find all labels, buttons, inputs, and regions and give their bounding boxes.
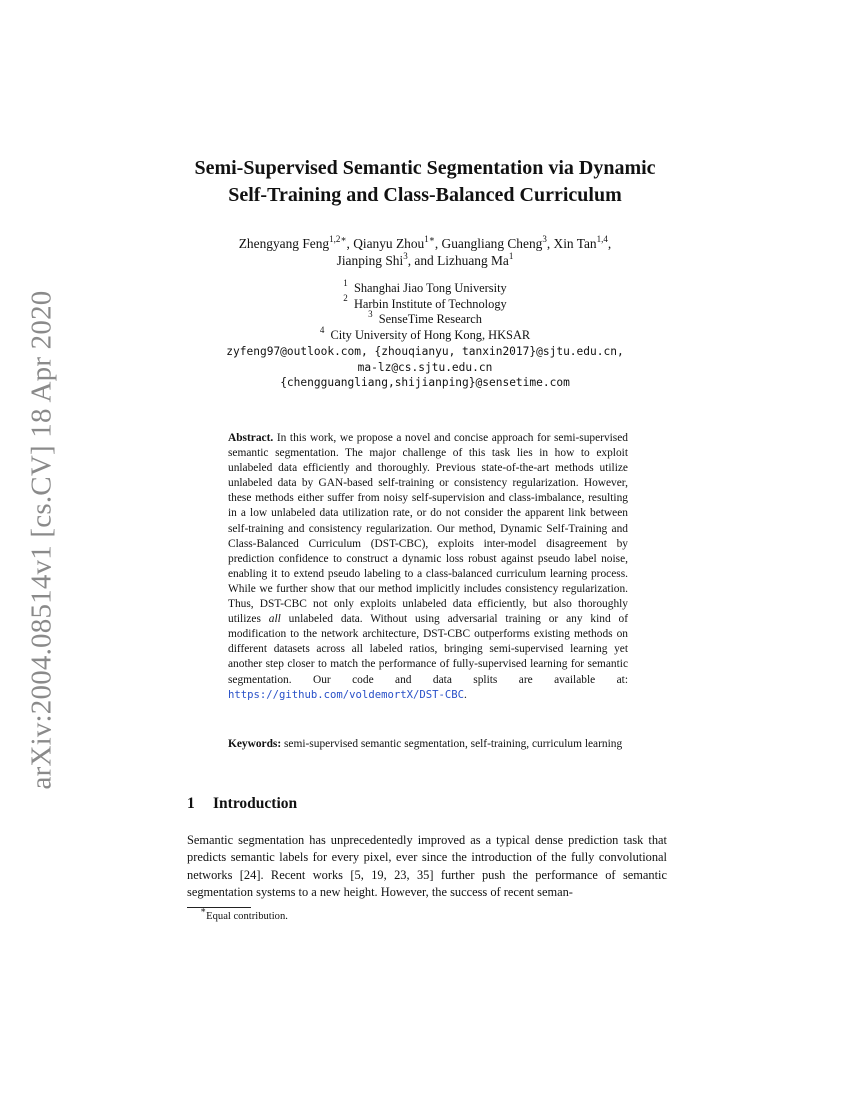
keywords	[228, 737, 628, 752]
introduction-paragraph: Semantic segmentation has unprecedentedly improved as a typical dense prediction task that predicts semantic labels for every pixel, ever since the introduction of the fully convolutional networks [24]. Recent works [5, 19, 23, 35] further push the performance of semantic segmentation systems to a new height. However, the success of recent seman-	[187, 833, 667, 899]
title-line-2: Self-Training and Class-Balanced Curriculum	[228, 184, 622, 206]
affiliation-number: 3	[368, 309, 373, 320]
author-name: , and Lizhuang Ma	[407, 253, 509, 268]
abstract	[228, 431, 628, 703]
author-name: , Xin Tan	[546, 236, 597, 251]
abstract-end: .	[464, 688, 467, 701]
affiliation-name: SenseTime Research	[378, 312, 482, 327]
section-number: 1	[187, 795, 195, 812]
author-name: Zhengyang Feng	[238, 236, 330, 251]
author-name: , Qianyu Zhou	[346, 236, 425, 251]
abstract-text-continued: unlabeled data. Without using adversarial training or any kind of modification to the network architecture, DST-CBC outperforms existing methods on different datasets across all labeled ratios, bringing semi-supervised learning yet another step closer to match the performance of fully-supervised learning for semantic segmentation. Our code and data splits are available at:	[228, 613, 629, 686]
author-emails	[150, 344, 700, 391]
affiliation-name: Shanghai Jiao Tong University	[353, 281, 507, 295]
abstract-label: Abstract.	[228, 432, 274, 444]
author-list	[150, 235, 700, 269]
keywords-text: semi-supervised semantic segmentation, self-training, curriculum learning	[281, 738, 623, 750]
section-heading-introduction	[187, 795, 297, 813]
author-name: Jianping Shi	[336, 253, 404, 268]
affiliation-number: 2	[343, 293, 348, 304]
section-title: Introduction	[213, 795, 298, 812]
author-affiliation-mark: 3	[542, 233, 547, 244]
footnote-text: Equal contribution.	[206, 911, 288, 922]
arxiv-identifier-stamp: arXiv:2004.08514v1 [cs.CV] 18 Apr 2020	[25, 290, 58, 790]
affiliation-item	[150, 309, 700, 328]
email-line-1: zyfeng97@outlook.com, {zhouqianyu, tanxin2017}@sjtu.edu.cn,	[226, 345, 624, 358]
paper-title	[150, 155, 700, 209]
affiliation-list	[150, 277, 700, 343]
affiliation-name: City University of Hong Kong, HKSAR	[330, 327, 531, 342]
affiliation-item	[150, 293, 700, 313]
footnote-divider	[187, 907, 251, 908]
affiliation-number: 1	[343, 277, 348, 288]
affiliation-item	[150, 324, 700, 344]
footnote-mark: ∗	[200, 905, 207, 916]
author-affiliation-mark: 1,2∗	[329, 233, 347, 244]
code-repository-link[interactable]: https://github.com/voldemortX/DST-CBC	[228, 688, 464, 701]
author-separator: ,	[607, 236, 612, 251]
author-line-2	[150, 252, 700, 269]
author-affiliation-mark: 1,4	[596, 233, 608, 244]
email-line-3: {chengguangliang,shijianping}@sensetime.com	[280, 376, 570, 390]
author-line-1	[150, 235, 700, 252]
affiliation-number: 4	[319, 324, 325, 335]
affiliation-item	[150, 277, 700, 297]
email-line-2: ma-lz@cs.sjtu.edu.cn	[357, 360, 493, 374]
title-line-1: Semi-Supervised Semantic Segmentation via Dynamic	[194, 157, 656, 179]
author-affiliation-mark: 1	[508, 250, 514, 261]
author-affiliation-mark: 1∗	[424, 233, 435, 244]
keywords-label: Keywords:	[228, 738, 282, 750]
author-name: , Guangliang Cheng	[434, 236, 543, 251]
affiliation-name: Harbin Institute of Technology	[353, 296, 507, 311]
footnote	[200, 905, 288, 923]
author-affiliation-mark: 3	[403, 250, 408, 261]
abstract-text: In this work, we propose a novel and concise approach for semi-supervised semantic segmentation. The major challenge of this task lies in how to exploit unlabeled data efficiently and thoroughly. Previous state-of-the-art methods utilize unlabeled data by GAN-based self-training or consistency regularization. However, these methods either suffer from noisy self-supervision and class-imbalance, resulting in a low unlabeled data utilization rate, or do not consider the apparent link between self-training and consistency regularization. Our method, Dynamic Self-Training and Class-Balanced Curriculum (DST-CBC), exploits inter-model disagreement by prediction confidence to construct a dynamic loss robust against pseudo label noise, enabling it to extend pseudo labeling to a class-balanced curriculum learning process. While we further show that our method implicitly includes consistency regularization. Thus, DST-CBC not only exploits unlabeled data efficiently, but also thoroughly utilizes	[228, 432, 628, 626]
abstract-emphasis: all	[268, 613, 281, 626]
